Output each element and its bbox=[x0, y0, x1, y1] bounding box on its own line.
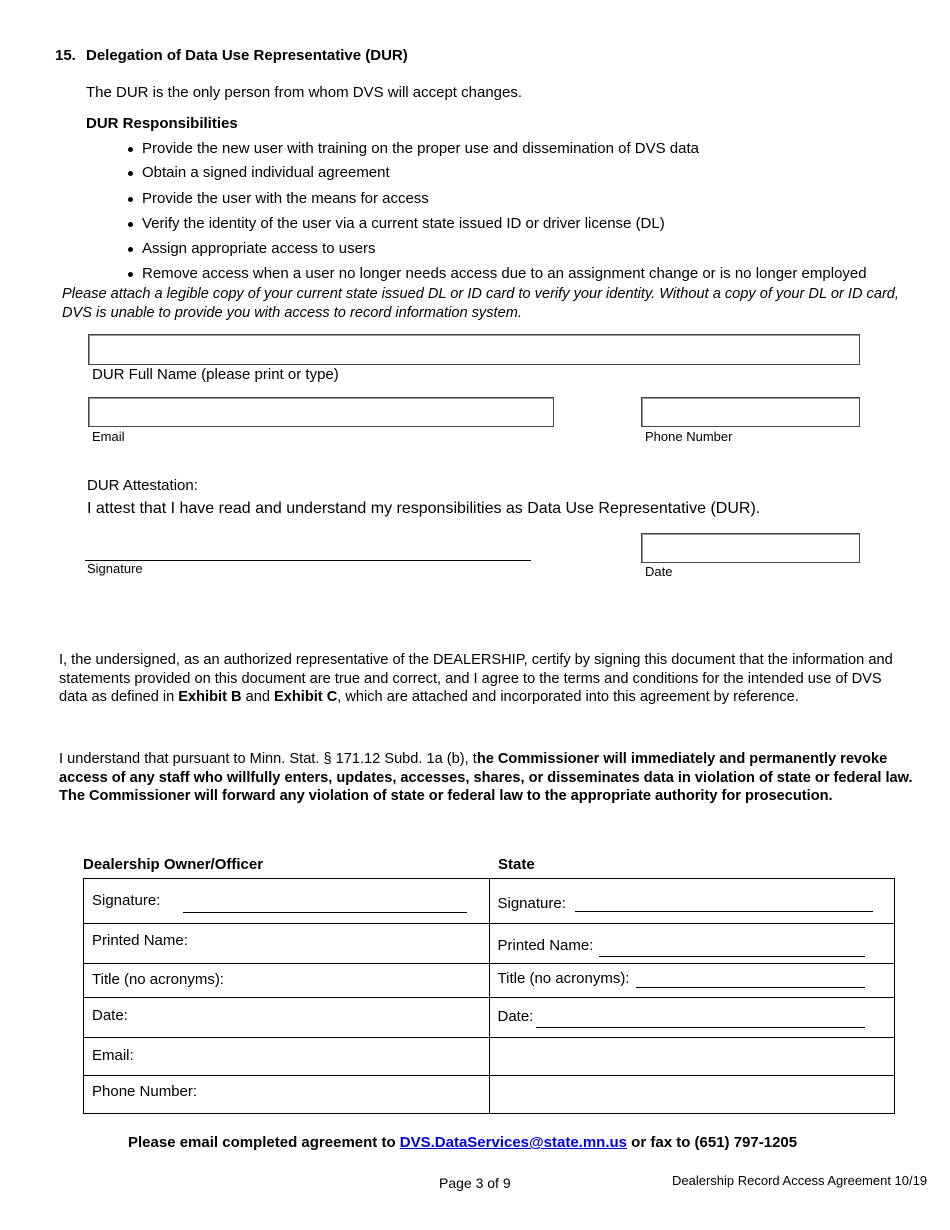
page-number: Page 3 of 9 bbox=[439, 1175, 511, 1191]
dur-date-label: Date bbox=[645, 564, 673, 579]
dur-email-field[interactable] bbox=[88, 397, 554, 427]
dvs-email-link[interactable]: DVS.DataServices@state.mn.us bbox=[399, 1134, 628, 1151]
dealer-phone-label: Phone Number: bbox=[92, 1083, 198, 1100]
state-heading: State bbox=[498, 856, 535, 873]
state-signature-line[interactable] bbox=[575, 911, 873, 912]
signature-table bbox=[83, 878, 895, 1114]
state-date-line[interactable] bbox=[536, 1027, 865, 1028]
dealer-email-label: Email: bbox=[92, 1047, 134, 1064]
section-title: Delegation of Data Use Representative (DUR) bbox=[86, 47, 408, 64]
dur-signature-line[interactable] bbox=[85, 560, 531, 561]
dealer-printed-name-label: Printed Name: bbox=[92, 932, 188, 949]
revocation-paragraph: I understand that pursuant to Minn. Stat. § 171.12 Subd. 1a (b), the Commissioner will immediately and permanently revoke access of any staff who willfully enters, updates, accesses, shares, or disseminates data in violation of state or federal law. The Commissioner will forward any violation of state or federal law to the appropriate authority for prosecution. bbox=[59, 751, 913, 805]
state-title-line[interactable] bbox=[636, 987, 865, 988]
attestation-text: I attest that I have read and understand my responsibilities as Data Use Representative (DUR). bbox=[87, 500, 761, 517]
dur-full-name-field[interactable] bbox=[88, 334, 860, 365]
state-printed-name-cell[interactable] bbox=[489, 924, 895, 964]
email-instructions: Please email completed agreement to DVS.DataServices@state.mn.us or fax to (651) 797-1205 bbox=[128, 1134, 798, 1151]
document-id: Dealership Record Access Agreement 10/19 bbox=[672, 1173, 928, 1188]
responsibility-item: Obtain a signed individual agreement bbox=[142, 164, 390, 181]
dur-signature-label: Signature bbox=[87, 561, 143, 576]
state-empty-cell bbox=[489, 1038, 895, 1076]
dealership-heading: Dealership Owner/Officer bbox=[83, 856, 264, 873]
state-title-label: Title (no acronyms): bbox=[497, 970, 630, 987]
dealer-signature-line[interactable] bbox=[183, 912, 467, 913]
state-empty-cell bbox=[489, 1076, 895, 1114]
dealer-date-cell[interactable] bbox=[84, 998, 490, 1038]
dealer-email-cell[interactable] bbox=[84, 1038, 490, 1076]
responsibility-item: Remove access when a user no longer needs access due to an assignment change or is no longer employed bbox=[142, 265, 867, 282]
dealer-title-label: Title (no acronyms): bbox=[92, 971, 224, 988]
dur-phone-field[interactable] bbox=[641, 397, 860, 427]
dealer-signature-label: Signature: bbox=[92, 892, 161, 909]
dur-date-field[interactable] bbox=[641, 533, 860, 563]
section-intro: The DUR is the only person from whom DVS will accept changes. bbox=[86, 84, 523, 101]
certification-paragraph: I, the undersigned, as an authorized representative of the DEALERSHIP, certify by signing this document that the information and statements provided on this document are true and correct, and I agree to the terms and conditions for the intended use of DVS data as defined in Exhibit B and Exhibit C, which are attached and incorporated into this agreement by reference. bbox=[59, 652, 893, 706]
responsibility-item: Provide the new user with training on the proper use and dissemination of DVS data bbox=[142, 140, 699, 157]
dur-phone-label: Phone Number bbox=[645, 429, 733, 444]
attestation-heading: DUR Attestation: bbox=[87, 477, 198, 494]
dealer-phone-cell[interactable] bbox=[84, 1076, 490, 1114]
section-number: 15. bbox=[55, 47, 76, 64]
state-date-cell[interactable] bbox=[489, 998, 895, 1038]
state-signature-label: Signature: bbox=[497, 895, 566, 912]
responsibility-item: Verify the identity of the user via a current state issued ID or driver license (DL) bbox=[142, 215, 665, 232]
dealer-printed-name-cell[interactable] bbox=[84, 924, 490, 964]
state-signature-cell[interactable] bbox=[489, 879, 895, 924]
dealer-signature-cell[interactable] bbox=[84, 879, 490, 924]
state-printed-name-label: Printed Name: bbox=[497, 937, 594, 954]
attach-id-note: Please attach a legible copy of your current state issued DL or ID card to verify your identity. Without a copy of your DL or ID card, DVS is unable to provide you with access to record information system. bbox=[62, 286, 899, 321]
responsibility-item: Assign appropriate access to users bbox=[142, 240, 376, 257]
responsibilities-heading: DUR Responsibilities bbox=[86, 115, 238, 132]
state-date-label: Date: bbox=[497, 1008, 534, 1025]
dur-email-label: Email bbox=[92, 429, 125, 444]
state-printed-name-line[interactable] bbox=[599, 956, 865, 957]
dealer-title-cell[interactable] bbox=[84, 964, 490, 998]
dealer-date-label: Date: bbox=[92, 1007, 128, 1024]
state-title-cell[interactable] bbox=[489, 964, 895, 998]
dur-full-name-label: DUR Full Name (please print or type) bbox=[92, 366, 339, 383]
responsibility-item: Provide the user with the means for access bbox=[142, 190, 429, 207]
